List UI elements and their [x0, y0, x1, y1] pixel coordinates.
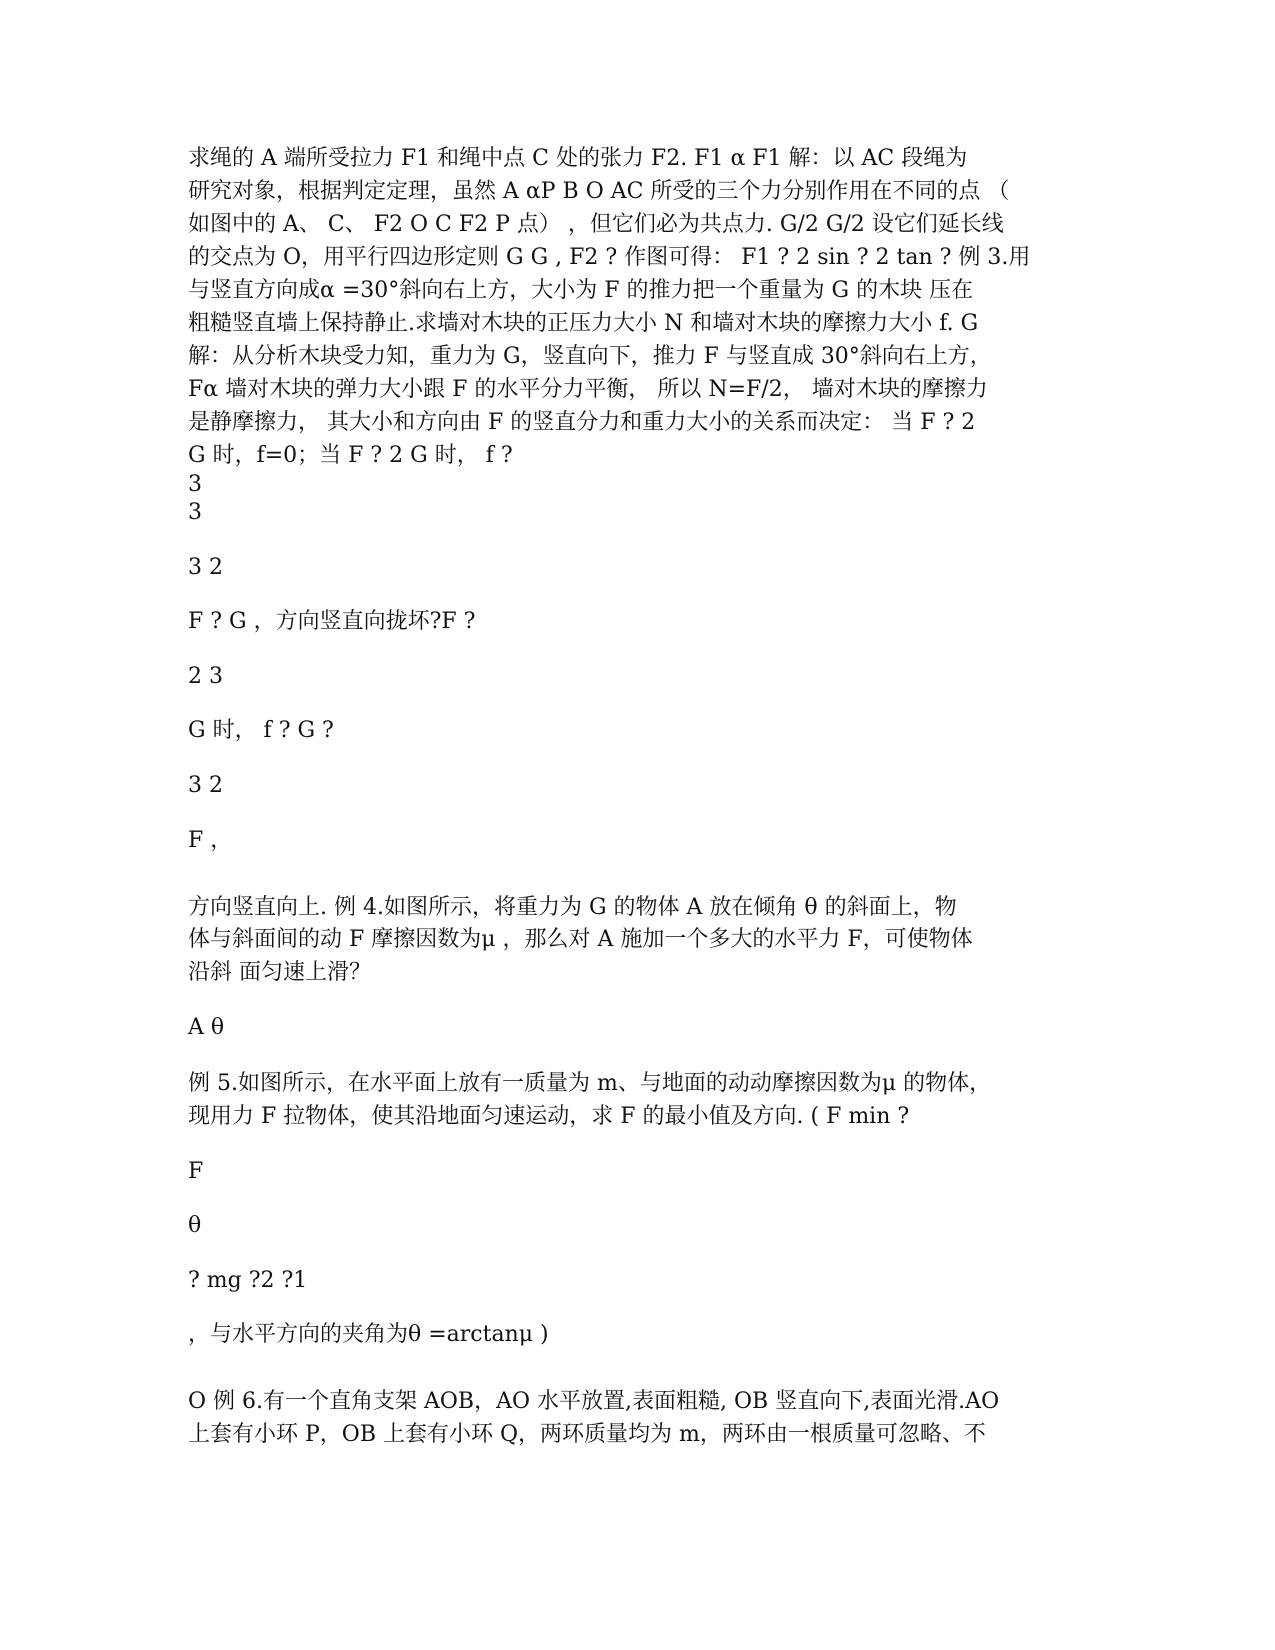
- text-line: 例 5.如图所示，在水平面上放有一质量为 m、与地面的动动摩擦因数为μ 的物体，: [188, 1071, 992, 1096]
- text-line: 研究对象，根据判定定理，虽然 A αP B O AC 所受的三个力分别作用在不同的点 （: [188, 179, 1010, 204]
- text-line: ，与水平方向的夹角为θ =arctanμ ): [188, 1322, 549, 1347]
- text-line: 3: [188, 472, 202, 497]
- text-line: 体与斜面间的动 F 摩擦因数为μ ，那么对 A 施加一个多大的水平力 F，可使物体: [188, 927, 973, 952]
- text-line: F: [188, 1159, 204, 1184]
- text-line: 解：从分析木块受力知，重力为 G，竖直向下，推力 F 与竖直成 30°斜向右上方，: [188, 344, 992, 369]
- text-line: O 例 6.有一个直角支架 AOB，AO 水平放置,表面粗糙, OB 竖直向下,表面光滑.AO: [188, 1389, 1000, 1414]
- text-line: 现用力 F 拉物体，使其沿地面匀速运动，求 F 的最小值及方向. ( F min ?: [188, 1104, 910, 1129]
- text-line: 的交点为 O，用平行四边形定则 G G , F2 ? 作图可得： F1 ? 2 sin ? 2 tan ? 例 3.用: [188, 245, 1031, 270]
- text-line: G 时，f=0；当 F ? 2 G 时， f ?: [188, 443, 513, 468]
- text-line: 粗糙竖直墙上保持静止.求墙对木块的正压力大小 N 和墙对木块的摩擦力大小 f. G: [188, 311, 979, 336]
- text-line: 如图中的 A、 C、 F2 O C F2 P 点） ，但它们必为共点力. G/2 G/2 设它们延长线: [188, 212, 1004, 237]
- text-line: 上套有小环 P，OB 上套有小环 Q，两环质量均为 m，两环由一根质量可忽略、不: [188, 1422, 986, 1447]
- text-line: 与竖直方向成α =30°斜向右上方，大小为 F 的推力把一个重量为 G 的木块 压在: [188, 278, 974, 303]
- text-line: 3 2: [188, 555, 223, 580]
- text-line: θ: [188, 1213, 202, 1238]
- text-line: Fα 墙对木块的弹力大小跟 F 的水平分力平衡， 所以 N=F/2， 墙对木块的摩擦力: [188, 377, 988, 402]
- text-line: 求绳的 A 端所受拉力 F1 和绳中点 C 处的张力 F2. F1 α F1 解：以 AC 段绳为: [188, 146, 968, 171]
- text-line: 2 3: [188, 664, 223, 689]
- text-line: A θ: [188, 1015, 225, 1040]
- text-line: F ? G ，方向竖直向拢坏?F ?: [188, 609, 476, 634]
- text-line: ? mg ?2 ?1: [188, 1268, 308, 1293]
- text-line: 3: [188, 500, 202, 525]
- text-line: G 时， f ? G ?: [188, 718, 334, 743]
- text-line: F ，: [188, 828, 233, 853]
- text-line: 方向竖直向上. 例 4.如图所示，将重力为 G 的物体 A 放在倾角 θ 的斜面上，物: [188, 895, 957, 920]
- text-line: 3 2: [188, 773, 223, 798]
- text-line: 沿斜 面匀速上滑？: [188, 960, 371, 985]
- text-line: 是静摩擦力， 其大小和方向由 F 的竖直分力和重力大小的关系而决定： 当 F ? 2: [188, 410, 976, 435]
